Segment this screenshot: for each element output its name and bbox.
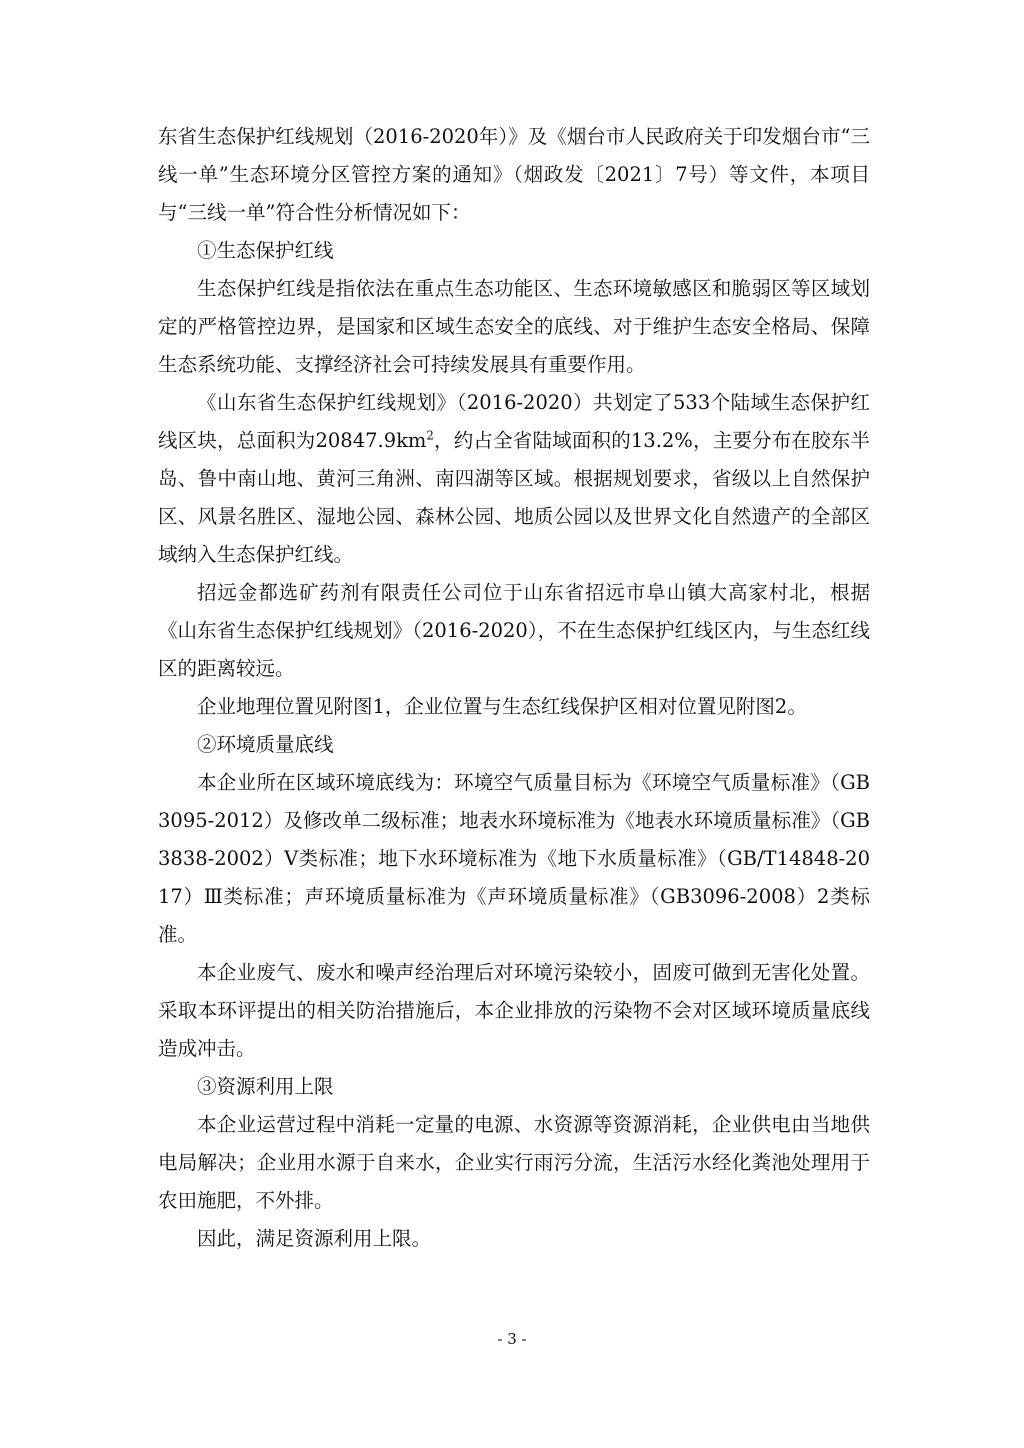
redline-plan-text: 《山东省生态保护红线规划》（2016-2020）共划定了533个陆域生态保护红线区块，总面积为20847.9km <box>158 391 870 452</box>
heading-environmental-quality: ②环境质量底线 <box>197 733 334 756</box>
paragraph-conclusion: 因此，满足资源利用上限。 <box>197 1227 432 1250</box>
page-number: - 3 - <box>497 1330 527 1348</box>
paragraph-company-location: 招远金都选矿药剂有限责任公司位于山东省招远市阜山镇大高家村北，根据《山东省生态保护红线规划》（2016-2020），不在生态保护红线区内，与生态红线区的距离较远。 <box>158 581 870 680</box>
heading-resource-limit: ③资源利用上限 <box>197 1075 334 1098</box>
heading-ecological-redline: ①生态保护红线 <box>197 239 334 262</box>
area-unit-superscript: 2 <box>426 428 434 443</box>
paragraph-continuation: 东省生态保护红线规划（2016-2020年）》及《烟台市人民政府关于印发烟台市“三线一单”生态环境分区管控方案的通知》（烟政发〔2021〕7号）等文件，本项目与“三线一单”符合性分析情况如下： <box>158 125 870 224</box>
paragraph-figure-reference: 企业地理位置见附图1，企业位置与生态红线保护区相对位置见附图2。 <box>197 695 807 718</box>
paragraph-quality-standards: 本企业所在区域环境底线为：环境空气质量目标为《环境空气质量标准》（GB3095-2012）及修改单二级标准；地表水环境标准为《地表水环境质量标准》（GB3838-2002）Ⅴ类标准；地下水环境标准为《地下水质量标准》（GB/T14848-2017）Ⅲ类标准；声环境质量标准为《声环境质量标准》（GB3096-2008）2类标准。 <box>158 771 870 946</box>
body-text <box>158 118 870 1258</box>
paragraph-pollution-control: 本企业废气、废水和噪声经治理后对环境污染较小，固废可做到无害化处置。采取本环评提出的相关防治措施后，本企业排放的污染物不会对区域环境质量底线造成冲击。 <box>158 961 870 1060</box>
redline-plan-text-cont: ，约占全省陆域面积的13.2%，主要分布在胶东半岛、鲁中南山地、黄河三角洲、南四湖等区域。根据规划要求，省级以上自然保护区、风景名胜区、湿地公园、森林公园、地质公园以及世界文化自然遗产的全部区域纳入生态保护红线。 <box>158 429 870 566</box>
paragraph-redline-plan <box>158 384 870 574</box>
paragraph-resource-usage: 本企业运营过程中消耗一定量的电源、水资源等资源消耗，企业供电由当地供电局解决；企业用水源于自来水，企业实行雨污分流，生活污水经化粪池处理用于农田施肥，不外排。 <box>158 1113 870 1212</box>
paragraph-redline-definition: 生态保护红线是指依法在重点生态功能区、生态环境敏感区和脆弱区等区域划定的严格管控边界，是国家和区域生态安全的底线、对于维护生态安全格局、保障生态系统功能、支撑经济社会可持续发展具有重要作用。 <box>158 277 870 376</box>
